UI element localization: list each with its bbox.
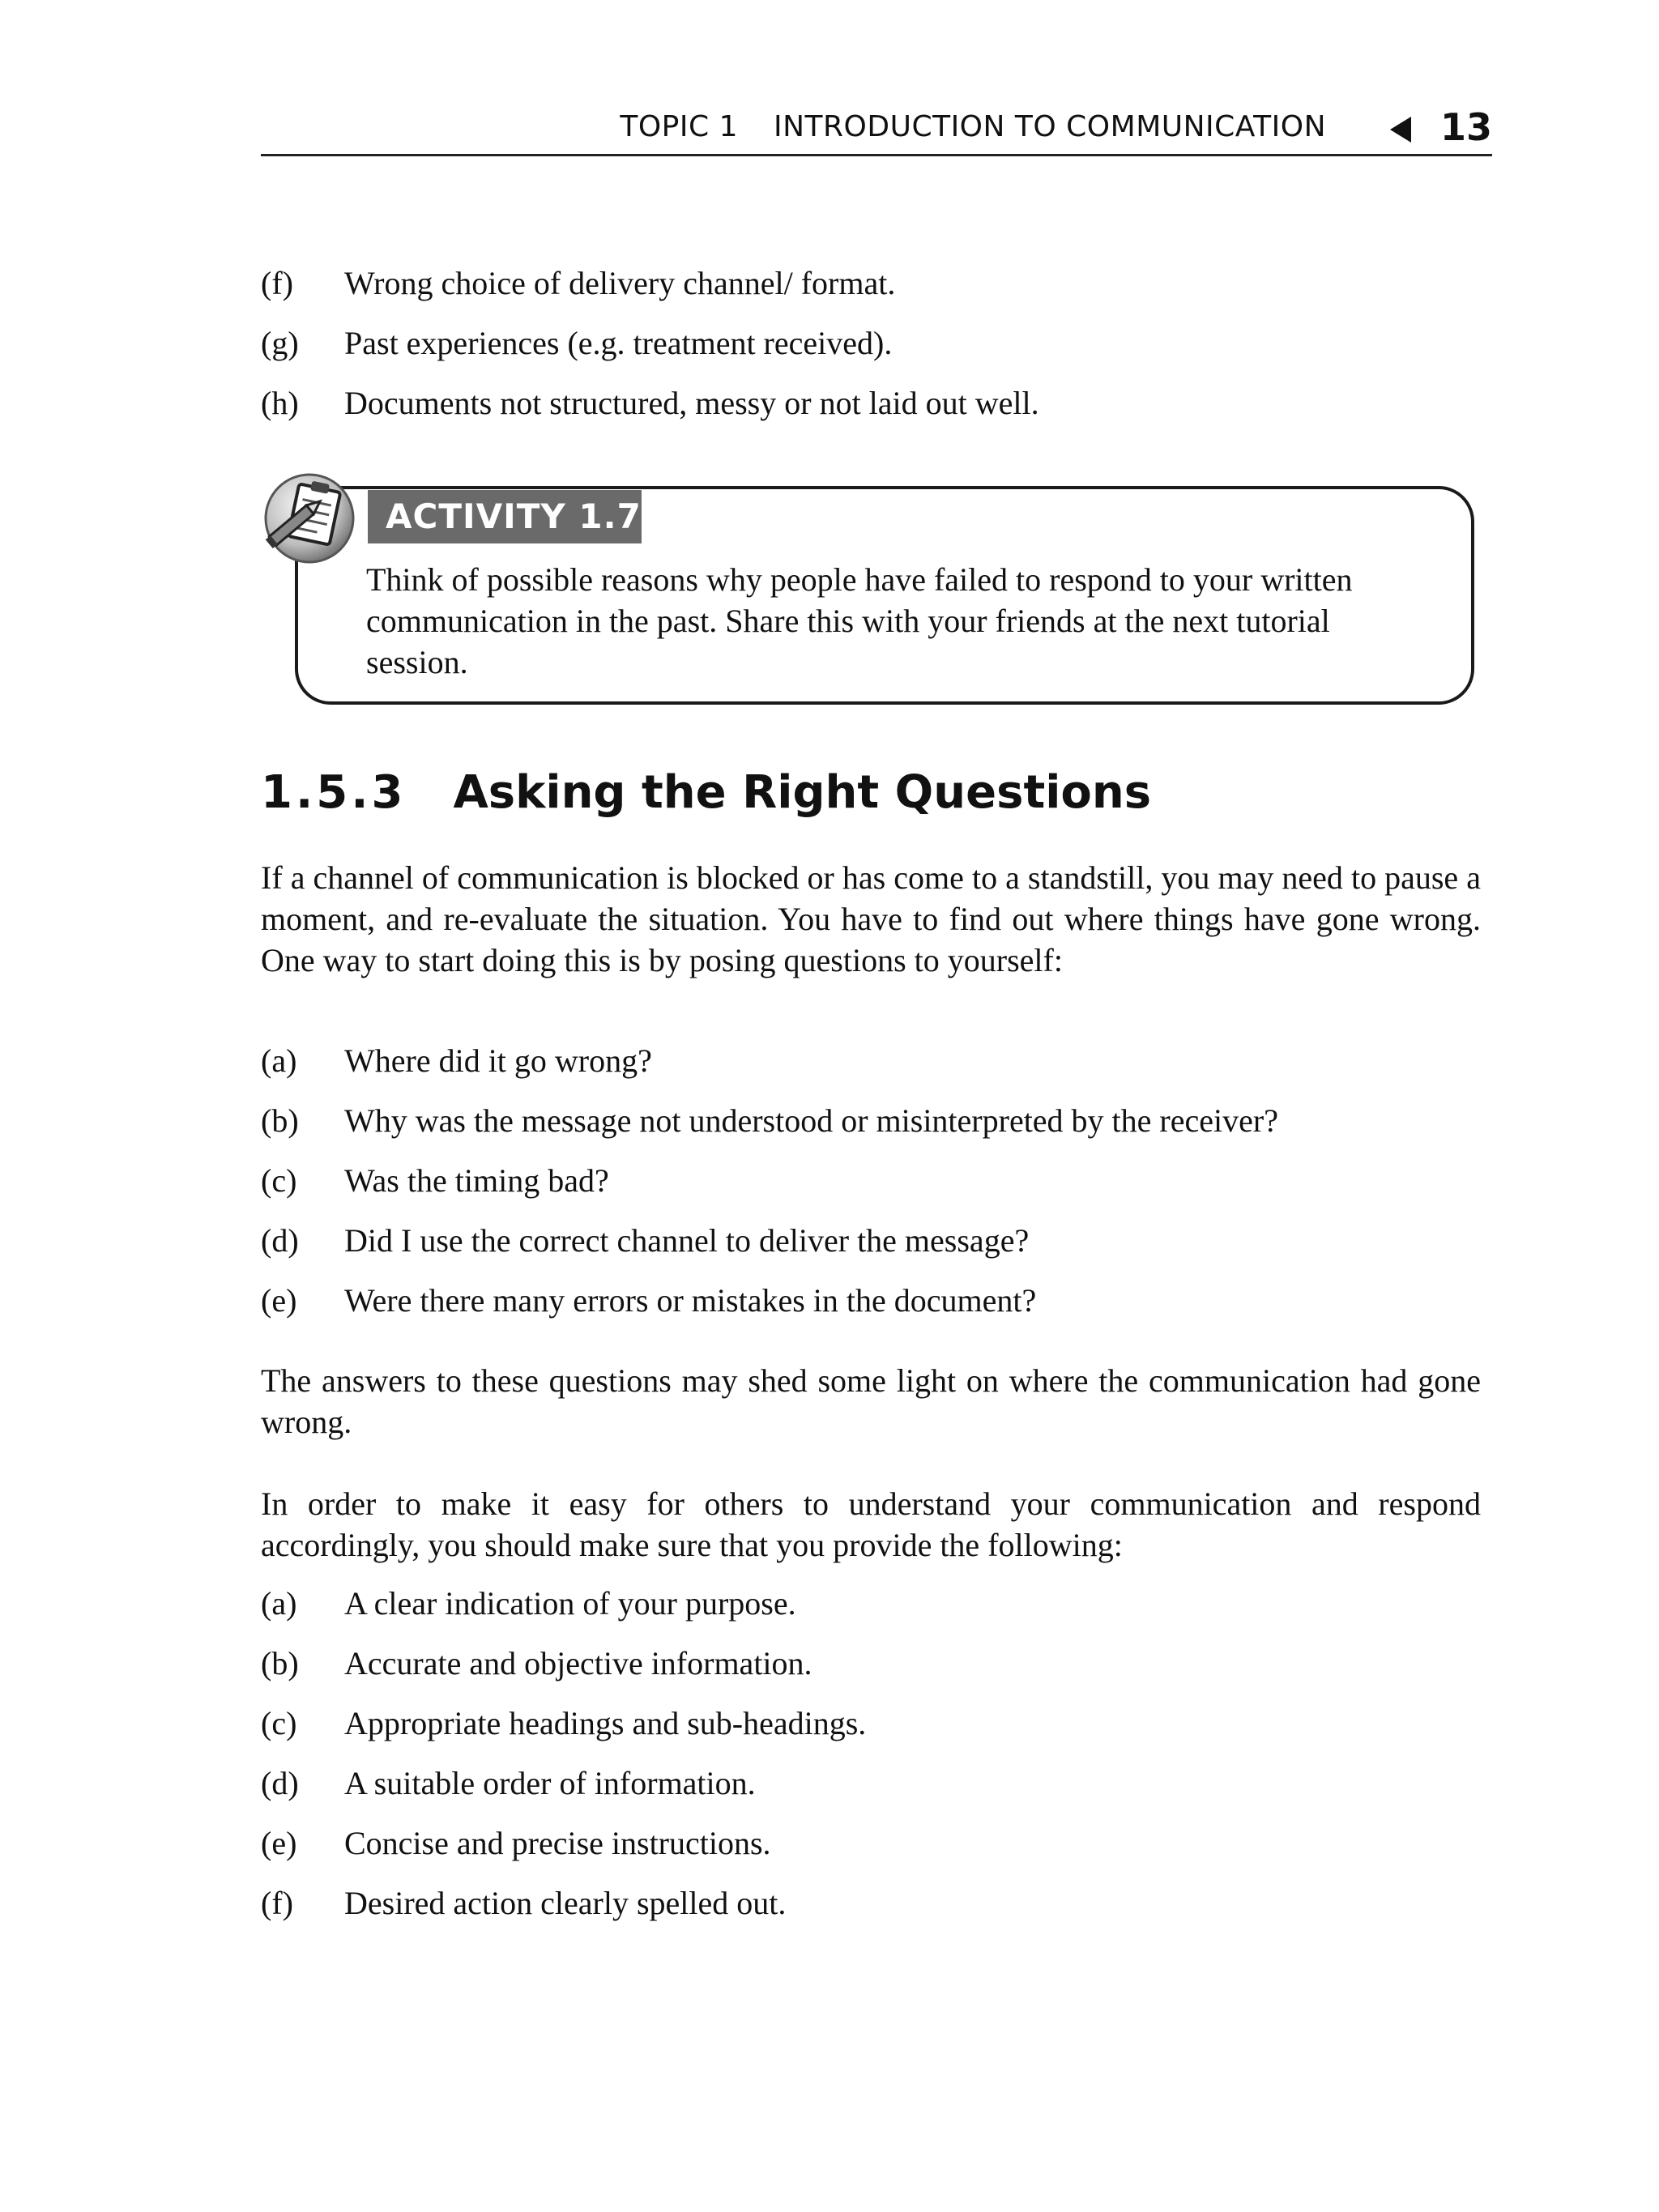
list-item-label: (a)	[261, 1042, 297, 1079]
reasons-list	[261, 263, 1492, 443]
page-number: 13	[1439, 105, 1492, 149]
list-item-text: Appropriate headings and sub-headings.	[344, 1705, 867, 1741]
requirements-list	[261, 1583, 1492, 1943]
header-topic-line	[620, 110, 1326, 143]
list-item-label: (e)	[261, 1282, 297, 1319]
list-item	[261, 1643, 1492, 1703]
list-item-label: (b)	[261, 1645, 299, 1681]
list-item	[261, 1281, 1492, 1340]
list-item-label: (d)	[261, 1222, 299, 1259]
list-item	[261, 1221, 1492, 1281]
list-item-label: (e)	[261, 1825, 297, 1861]
list-item-text: Wrong choice of delivery channel/ format.	[344, 265, 896, 301]
left-triangle-icon	[1390, 117, 1411, 143]
list-item-text: A suitable order of information.	[344, 1765, 756, 1801]
list-item	[261, 323, 1492, 383]
section-title: Asking the Right Questions	[453, 766, 1152, 819]
section-heading	[261, 766, 1151, 819]
list-item	[261, 263, 1492, 323]
list-item-text: Why was the message not understood or misinterpreted by the receiver?	[344, 1102, 1278, 1139]
activity-title: ACTIVITY 1.7	[368, 490, 642, 543]
list-item-label: (d)	[261, 1765, 299, 1801]
list-item-text: Where did it go wrong?	[344, 1042, 652, 1079]
list-item	[261, 1041, 1492, 1101]
list-item-text: Were there many errors or mistakes in the document?	[344, 1282, 1037, 1319]
list-item-text: Concise and precise instructions.	[344, 1825, 771, 1861]
list-item	[261, 1583, 1492, 1643]
list-item	[261, 383, 1492, 443]
questions-list	[261, 1041, 1492, 1340]
list-item-label: (b)	[261, 1102, 299, 1139]
running-header	[261, 104, 1492, 156]
list-item-label: (a)	[261, 1585, 297, 1622]
section-number: 1.5.3	[261, 766, 407, 819]
list-item-text: Did I use the correct channel to deliver the message?	[344, 1222, 1030, 1259]
list-item-text: Accurate and objective information.	[344, 1645, 812, 1681]
header-title: INTRODUCTION TO COMMUNICATION	[773, 110, 1326, 143]
list-item-label: (g)	[261, 325, 299, 361]
paragraph: If a channel of communication is blocked or has come to a standstill, you may need to pause a moment, and re-evaluate the situation. You have to find out where things have gone wrong. One way to start doing this is by posing questions to yourself:	[261, 859, 1481, 978]
list-item-label: (c)	[261, 1705, 297, 1741]
list-item-label: (f)	[261, 1885, 293, 1921]
list-item-text: Past experiences (e.g. treatment received).	[344, 325, 893, 361]
list-item-text: Was the timing bad?	[344, 1162, 609, 1199]
list-item	[261, 1703, 1492, 1763]
list-item	[261, 1161, 1492, 1221]
list-item-text: A clear indication of your purpose.	[344, 1585, 796, 1622]
activity-text: Think of possible reasons why people have failed to respond to your written communication in the past. Share this with your friends at the next tutorial session.	[366, 561, 1353, 680]
list-item	[261, 1883, 1492, 1943]
header-topic: TOPIC 1	[620, 110, 738, 143]
list-item	[261, 1101, 1492, 1161]
clipboard-pencil-icon	[261, 468, 358, 565]
list-item	[261, 1823, 1492, 1883]
list-item-label: (f)	[261, 265, 293, 301]
list-item-label: (h)	[261, 385, 299, 421]
list-item	[261, 1763, 1492, 1823]
list-item-label: (c)	[261, 1162, 297, 1199]
list-item-text: Documents not structured, messy or not laid out well.	[344, 385, 1039, 421]
list-item-text: Desired action clearly spelled out.	[344, 1885, 787, 1921]
paragraph: The answers to these questions may shed some light on where the communication had gone wrong.	[261, 1362, 1481, 1440]
paragraph: In order to make it easy for others to understand your communication and respond accordingly, you should make sure that you provide the following:	[261, 1485, 1481, 1563]
